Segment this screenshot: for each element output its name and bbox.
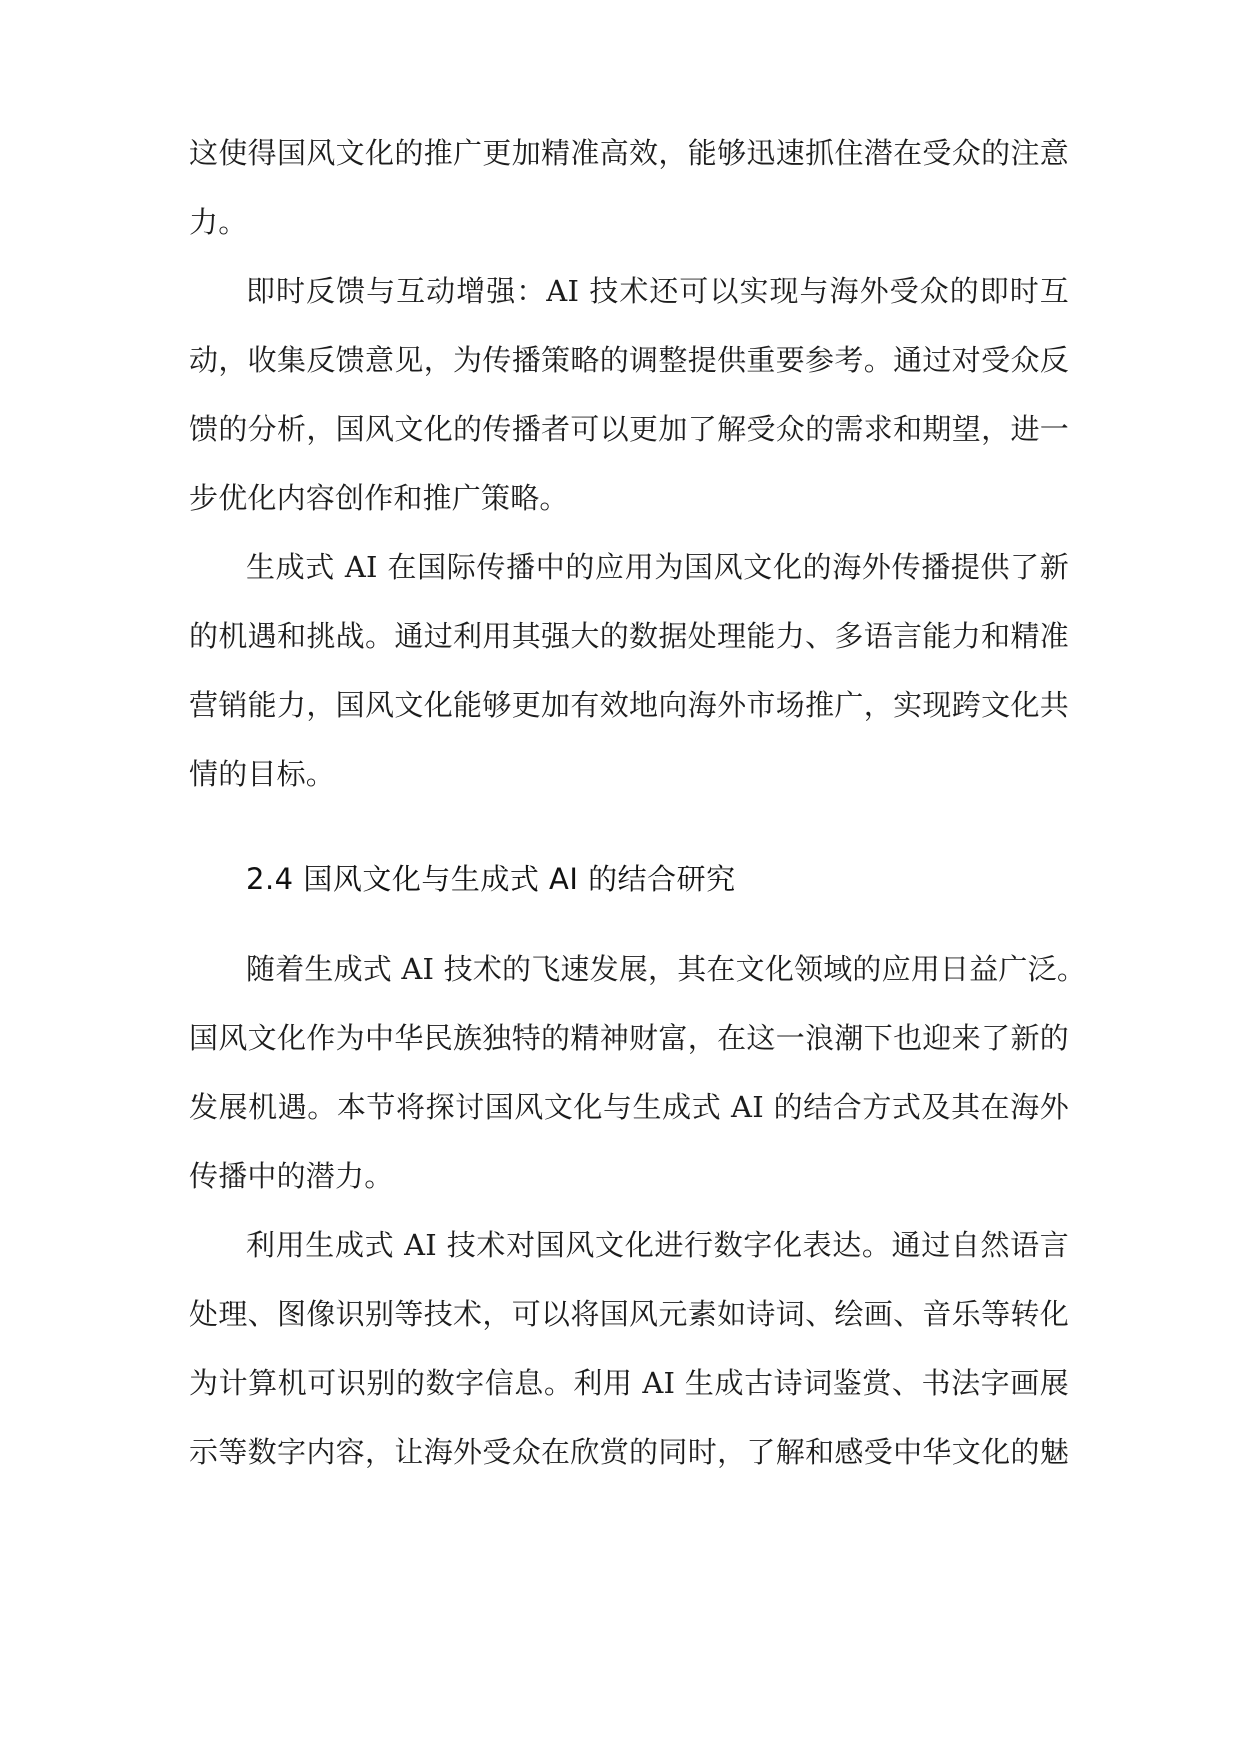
paragraph-line: 国风文化作为中华民族独特的精神财富，在这一浪潮下也迎来了新的 — [189, 1021, 1069, 1055]
paragraph-line: 示等数字内容，让海外受众在欣赏的同时，了解和感受中华文化的魅 — [189, 1435, 1069, 1469]
paragraph-line: 这使得国风文化的推广更加精准高效，能够迅速抓住潜在受众的注意 — [189, 136, 1069, 170]
paragraph-line: 随着生成式 AI 技术的飞速发展，其在文化领域的应用日益广泛。 — [246, 952, 1087, 986]
paragraph-line: 处理、图像识别等技术，可以将国风元素如诗词、绘画、音乐等转化 — [189, 1297, 1069, 1331]
paragraph-line: 传播中的潜力。 — [189, 1159, 394, 1193]
paragraph-line: 为计算机可识别的数字信息。利用 AI 生成古诗词鉴赏、书法字画展 — [189, 1366, 1069, 1400]
paragraph-line: 的机遇和挑战。通过利用其强大的数据处理能力、多语言能力和精准 — [189, 619, 1069, 653]
paragraph-line: 情的目标。 — [189, 757, 336, 791]
paragraph-line: 营销能力，国风文化能够更加有效地向海外市场推广，实现跨文化共 — [189, 688, 1069, 722]
paragraph-line: 动，收集反馈意见，为传播策略的调整提供重要参考。通过对受众反 — [189, 343, 1069, 377]
paragraph-line: 利用生成式 AI 技术对国风文化进行数字化表达。通过自然语言 — [246, 1228, 1069, 1262]
section-heading: 2.4 国风文化与生成式 AI 的结合研究 — [246, 862, 736, 896]
paragraph-line: 步优化内容创作和推广策略。 — [189, 481, 569, 515]
paragraph-line: 馈的分析，国风文化的传播者可以更加了解受众的需求和期望，进一 — [189, 412, 1069, 446]
paragraph-line: 即时反馈与互动增强：AI 技术还可以实现与海外受众的即时互 — [246, 274, 1069, 308]
paragraph-line: 生成式 AI 在国际传播中的应用为国风文化的海外传播提供了新 — [246, 550, 1069, 584]
paragraph-line: 发展机遇。本节将探讨国风文化与生成式 AI 的结合方式及其在海外 — [189, 1090, 1069, 1124]
paragraph-line: 力。 — [189, 205, 248, 239]
